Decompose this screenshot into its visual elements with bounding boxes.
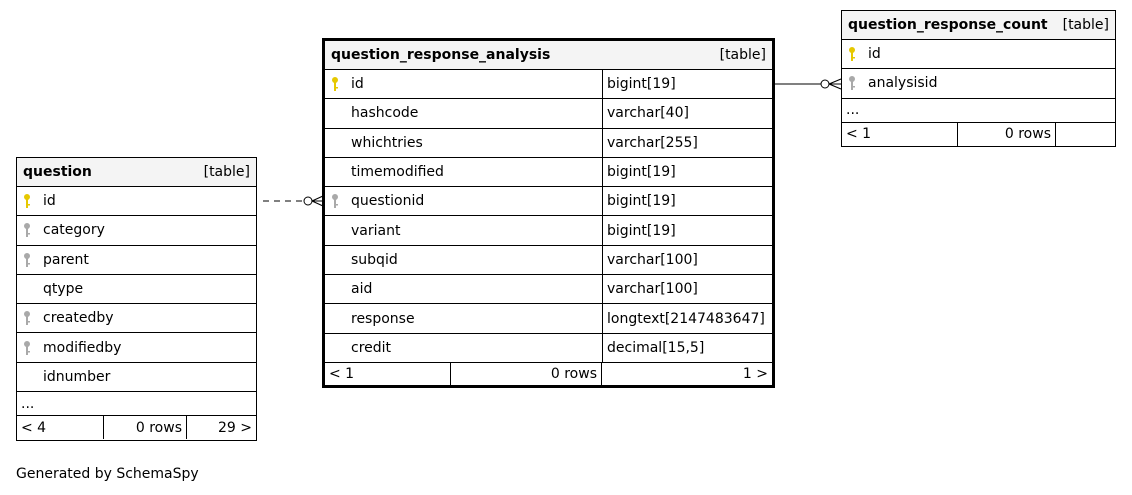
column-name-cell — [17, 187, 256, 215]
column-row-aid[interactable] — [325, 275, 772, 304]
column-type: varchar[100] — [602, 246, 772, 274]
generated-by-note: Generated by SchemaSpy — [16, 466, 199, 482]
foreign-key-icon — [325, 192, 345, 210]
column-row-qtype[interactable] — [17, 275, 256, 304]
column-name[interactable]: parent — [43, 251, 89, 268]
table-kind: [table] — [719, 47, 766, 63]
no-key-spacer — [325, 310, 345, 328]
table-header — [17, 158, 256, 187]
column-name[interactable]: idnumber — [43, 368, 111, 385]
column-name-cell — [17, 304, 256, 332]
table-footer — [842, 123, 1115, 146]
column-name[interactable]: createdby — [43, 310, 114, 327]
column-name[interactable]: subqid — [351, 251, 398, 268]
table-kind: [table] — [203, 164, 250, 180]
column-name-cell — [325, 216, 602, 244]
column-name-cell — [325, 334, 602, 362]
table-title[interactable]: question_response_analysis — [331, 47, 551, 63]
no-key-spacer — [325, 163, 345, 181]
column-name[interactable]: credit — [351, 339, 392, 356]
table-title[interactable]: question_response_count — [848, 17, 1048, 33]
column-row-whichtries[interactable] — [325, 129, 772, 158]
column-name-cell — [325, 99, 602, 127]
column-name[interactable]: id — [351, 76, 364, 93]
column-row-timemodified[interactable] — [325, 158, 772, 187]
column-row-idnumber[interactable] — [17, 363, 256, 392]
primary-key-icon — [842, 45, 862, 63]
row-count: 0 rows — [957, 123, 1055, 146]
column-name-cell — [325, 304, 602, 332]
column-type: varchar[255] — [602, 129, 772, 157]
column-name[interactable]: id — [43, 193, 56, 210]
column-name[interactable]: response — [351, 310, 415, 327]
row-count: 0 rows — [103, 416, 186, 439]
foreign-key-icon — [17, 309, 37, 327]
column-name-cell — [17, 363, 256, 391]
column-name-cell — [17, 275, 256, 303]
column-type: longtext[2147483647] — [602, 304, 772, 332]
column-type: varchar[100] — [602, 275, 772, 303]
table-header — [842, 11, 1115, 40]
row-count: 0 rows — [450, 363, 601, 386]
parents-count[interactable]: < 1 — [329, 366, 355, 383]
column-name-cell — [325, 70, 602, 98]
column-name-cell — [17, 333, 256, 361]
column-type: bigint[19] — [602, 187, 772, 215]
link-analysis-to-count — [775, 79, 841, 89]
foreign-key-icon — [842, 74, 862, 92]
column-row-hashcode[interactable] — [325, 99, 772, 128]
column-name-cell — [325, 158, 602, 186]
column-row-subqid[interactable] — [325, 246, 772, 275]
column-row-id[interactable] — [17, 187, 256, 216]
column-type: bigint[19] — [602, 216, 772, 244]
column-name[interactable]: category — [43, 222, 105, 239]
column-name[interactable]: modifiedby — [43, 339, 122, 356]
no-key-spacer — [17, 280, 37, 298]
column-row-questionid[interactable] — [325, 187, 772, 216]
foreign-key-icon — [17, 339, 37, 357]
no-key-spacer — [325, 134, 345, 152]
column-name[interactable]: qtype — [43, 281, 84, 298]
more-columns: ... — [17, 392, 256, 416]
column-name-cell — [842, 69, 1115, 97]
children-count[interactable] — [1055, 123, 1115, 146]
column-row-category[interactable] — [17, 216, 256, 245]
no-key-spacer — [325, 251, 345, 269]
column-name[interactable]: questionid — [351, 193, 425, 210]
column-name-cell — [17, 246, 256, 274]
parents-count[interactable]: < 1 — [846, 126, 872, 143]
column-name-cell — [325, 187, 602, 215]
column-type: decimal[15,5] — [602, 334, 772, 362]
column-name-cell — [325, 129, 602, 157]
table-title[interactable]: question — [23, 164, 92, 180]
column-type: bigint[19] — [602, 70, 772, 98]
primary-key-icon — [17, 192, 37, 210]
column-row-createdby[interactable] — [17, 304, 256, 333]
link-question-to-analysis — [263, 196, 323, 206]
primary-key-icon — [325, 75, 345, 93]
table-footer — [325, 363, 772, 386]
no-key-spacer — [325, 104, 345, 122]
no-key-spacer — [325, 222, 345, 240]
column-name[interactable]: analysisid — [868, 75, 938, 92]
column-name-cell — [17, 216, 256, 244]
column-name[interactable]: aid — [351, 281, 373, 298]
more-columns: ... — [842, 99, 1115, 123]
column-name[interactable]: timemodified — [351, 164, 444, 181]
column-name[interactable]: variant — [351, 222, 401, 239]
column-row-credit[interactable] — [325, 334, 772, 363]
column-row-response[interactable] — [325, 304, 772, 333]
question-response-count-table[interactable] — [841, 10, 1116, 147]
children-count[interactable]: 29 > — [186, 416, 256, 439]
children-count[interactable]: 1 > — [601, 363, 772, 386]
foreign-key-icon — [17, 221, 37, 239]
question-table[interactable] — [16, 157, 257, 441]
column-name[interactable]: id — [868, 46, 881, 63]
table-kind: [table] — [1062, 17, 1109, 33]
column-name[interactable]: hashcode — [351, 105, 419, 122]
column-name[interactable]: whichtries — [351, 134, 423, 151]
column-name-cell — [842, 40, 1115, 68]
no-key-spacer — [325, 280, 345, 298]
no-key-spacer — [17, 368, 37, 386]
column-row-modifiedby[interactable] — [17, 333, 256, 362]
column-row-parent[interactable] — [17, 246, 256, 275]
column-row-id[interactable] — [842, 40, 1115, 69]
column-row-id[interactable] — [325, 70, 772, 99]
question-response-analysis-table[interactable] — [322, 38, 775, 388]
column-type: bigint[19] — [602, 158, 772, 186]
column-row-analysisid[interactable] — [842, 69, 1115, 98]
table-header — [325, 41, 772, 70]
column-row-variant[interactable] — [325, 216, 772, 245]
column-name-cell — [325, 275, 602, 303]
foreign-key-icon — [17, 251, 37, 269]
parents-count[interactable]: < 4 — [21, 419, 47, 436]
table-footer — [17, 416, 256, 439]
no-key-spacer — [325, 339, 345, 357]
column-type: varchar[40] — [602, 99, 772, 127]
column-name-cell — [325, 246, 602, 274]
